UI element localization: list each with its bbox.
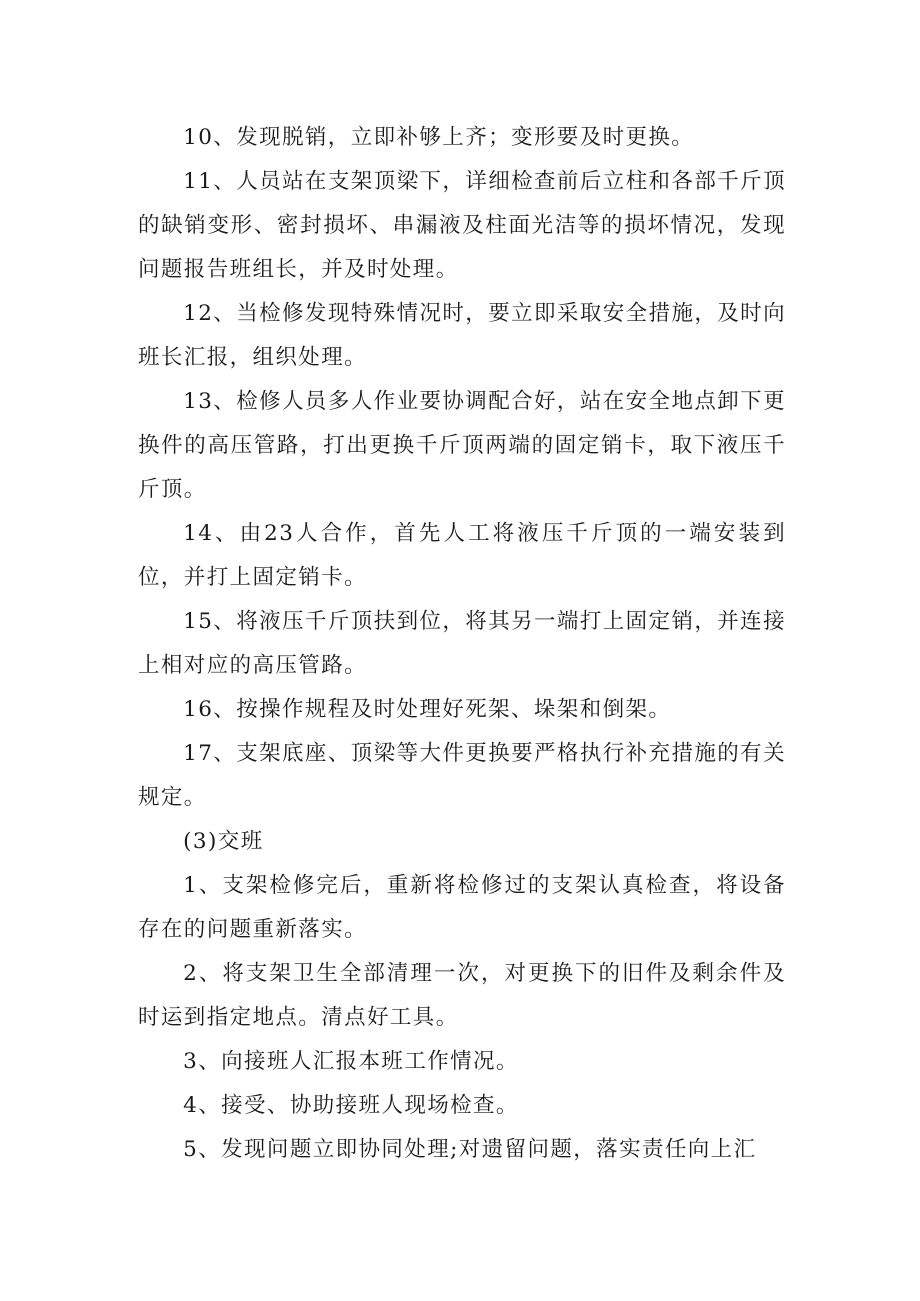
handover-item-3: 3、向接班人汇报本班工作情况。: [183, 1049, 519, 1074]
paragraph-item-14: 14、由23人合作，首先人工将液压千斤顶的一端安装到位，并打上固定销卡。: [138, 521, 786, 590]
handover-item-1: 1、支架检修完后，重新将检修过的支架认真检查，将设备存在的问题重新落实。: [138, 873, 786, 942]
document-body: [138, 116, 786, 1172]
paragraph-item-17: 17、支架底座、顶梁等大件更换要严格执行补充措施的有关规定。: [138, 741, 786, 810]
handover-item-5: 5、发现问题立即协同处理;对遗留问题，落实责任向上汇: [183, 1137, 757, 1162]
section-heading-handover: (3)交班: [183, 829, 264, 854]
paragraph-item-12: 12、当检修发现特殊情况时，要立即采取安全措施，及时向班长汇报，组织处理。: [138, 301, 786, 370]
handover-item-4: 4、接受、协助接班人现场检查。: [183, 1093, 519, 1118]
paragraph-item-11: 11、人员站在支架顶梁下，详细检查前后立柱和各部千斤顶的缺销变形、密封损坏、串漏液及柱面光洁等的损坏情况，发现问题报告班组长，并及时处理。: [138, 169, 786, 282]
paragraph-item-13: 13、检修人员多人作业要协调配合好，站在安全地点卸下更换件的高压管路，打出更换千斤顶两端的固定销卡，取下液压千斤顶。: [138, 389, 786, 502]
paragraph-item-10: 10、发现脱销，立即补够上齐；变形要及时更换。: [183, 125, 695, 150]
handover-item-2: 2、将支架卫生全部清理一次，对更换下的旧件及剩余件及时运到指定地点。清点好工具。: [138, 961, 786, 1030]
paragraph-item-15: 15、将液压千斤顶扶到位，将其另一端打上固定销，并连接上相对应的高压管路。: [138, 609, 786, 678]
paragraph-item-16: 16、按操作规程及时处理好死架、垛架和倒架。: [183, 697, 672, 722]
